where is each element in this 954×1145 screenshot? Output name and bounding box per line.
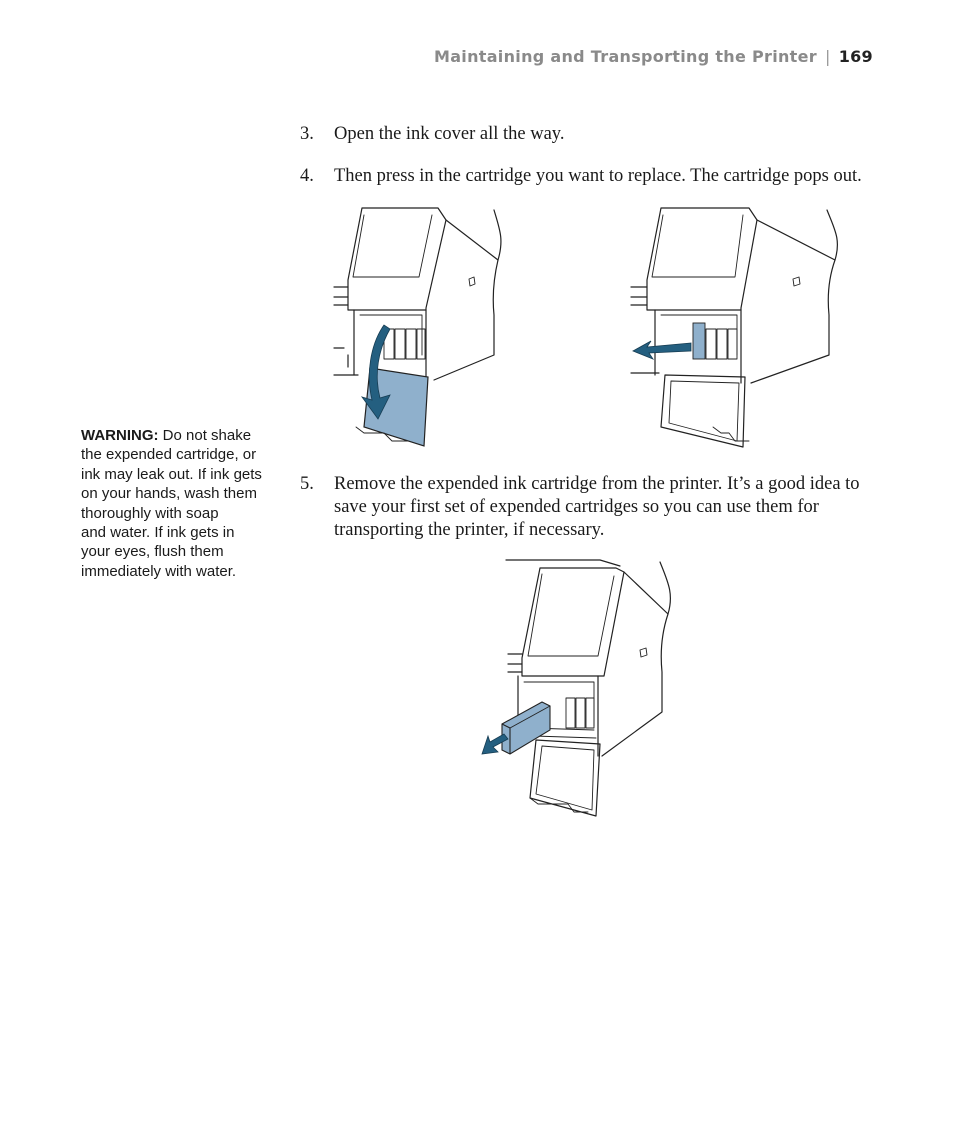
step-number: 5. — [300, 474, 314, 494]
step-number: 4. — [300, 166, 314, 186]
printer-outline — [334, 208, 501, 380]
warning-line: and water. If ink gets in — [81, 524, 235, 542]
ink-cartridges — [693, 323, 737, 359]
step-number: 3. — [300, 124, 314, 144]
warning-first-line — [81, 426, 279, 445]
warning-note — [81, 426, 279, 581]
ink-cartridges — [566, 698, 594, 728]
step-3 — [300, 123, 860, 147]
push-arrow-icon — [633, 341, 691, 359]
figure-remove-cartridge — [478, 558, 688, 820]
step-text-line: Remove the expended ink cartridge from the printer. It’s a good idea to — [334, 474, 860, 494]
figure-open-ink-cover — [334, 205, 509, 450]
running-header — [434, 47, 873, 66]
page-number: 169 — [838, 47, 873, 66]
printer-outline — [631, 208, 837, 447]
warning-line: the expended cartridge, or — [81, 446, 257, 464]
warning-line: immediately with water. — [81, 562, 237, 580]
step-text: Open the ink cover all the way. — [334, 124, 565, 144]
step-text — [334, 473, 860, 542]
figure-press-cartridge — [631, 205, 846, 450]
step-5 — [300, 473, 890, 545]
step-text: Then press in the cartridge you want to replace. The cartridge pops out. — [334, 166, 862, 186]
header-separator: | — [824, 47, 831, 66]
warning-line: ink may leak out. If ink gets — [81, 465, 262, 483]
section-title: Maintaining and Transporting the Printer — [433, 47, 817, 66]
step-4 — [300, 165, 890, 189]
step-text-line: transporting the printer, if necessary. — [334, 520, 605, 540]
warning-line: on your hands, wash them — [81, 485, 257, 503]
warning-line: thoroughly with soap — [81, 504, 219, 522]
ink-cartridges — [384, 329, 425, 359]
warning-text-first: Do not shake — [158, 427, 252, 444]
step-text-line: save your first set of expended cartridges so you can use them for — [334, 497, 819, 517]
printer-outline — [506, 560, 670, 816]
warning-label: WARNING: — [81, 427, 159, 444]
warning-line: your eyes, flush them — [81, 543, 224, 561]
